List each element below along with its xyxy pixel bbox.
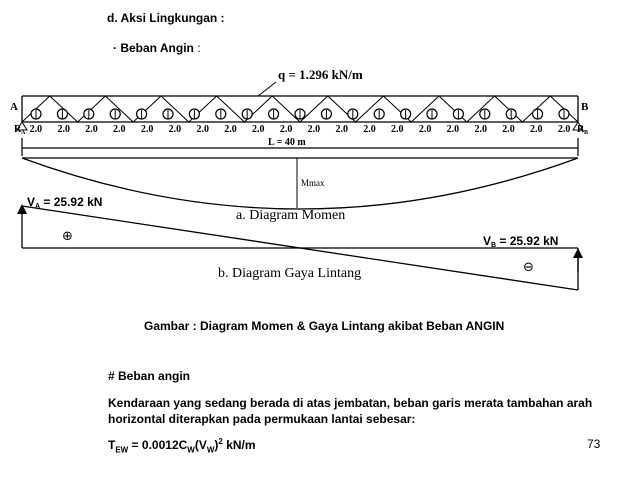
moment-curve bbox=[22, 158, 578, 209]
moment-diagram bbox=[22, 158, 578, 223]
bullet-colon: : bbox=[193, 41, 201, 55]
segment-label: 2.0 bbox=[446, 124, 460, 135]
segment-label: 2.0 bbox=[252, 124, 265, 135]
truss-diagonal bbox=[439, 96, 467, 122]
formula-paren-open: (V bbox=[194, 438, 207, 452]
truss-diagonal bbox=[467, 96, 495, 122]
bullet-text: · Beban Angin bbox=[113, 41, 194, 55]
segment-label: 2.0 bbox=[363, 124, 376, 135]
segment-label: 2.0 bbox=[557, 124, 571, 135]
segment-labels bbox=[30, 124, 571, 135]
segment-label: 2.0 bbox=[57, 124, 70, 135]
paragraph-line-1: Kendaraan yang sedang berada di atas jembatan, beban garis merata tambahan arah bbox=[108, 396, 593, 410]
subheading: # Beban angin bbox=[108, 369, 191, 383]
positive-sign: ⊕ bbox=[62, 229, 73, 244]
reaction-a-label: R bbox=[14, 124, 22, 135]
segment-label: 2.0 bbox=[113, 124, 126, 135]
formula bbox=[108, 437, 256, 454]
load-label-text: q = 1.296 kN/m bbox=[278, 67, 363, 82]
reaction-b-label: R bbox=[577, 124, 585, 135]
segment-label: 2.0 bbox=[196, 124, 209, 135]
formula-mid: = 0.0012C bbox=[128, 438, 188, 452]
segment-label: 2.0 bbox=[224, 124, 237, 135]
load-label bbox=[258, 67, 363, 96]
va-arrow bbox=[17, 204, 27, 214]
figure-caption: Gambar : Diagram Momen & Gaya Lintang akibat Beban ANGIN bbox=[144, 319, 505, 333]
segment-label: 2.0 bbox=[29, 124, 43, 135]
truss-diagonal bbox=[133, 96, 161, 122]
segment-label: 2.0 bbox=[391, 124, 404, 135]
load-wheels bbox=[31, 109, 569, 119]
page-number: 73 bbox=[587, 437, 601, 451]
span-label: L = 40 m bbox=[268, 137, 306, 148]
vb-arrow bbox=[573, 248, 583, 258]
segment-label: 2.0 bbox=[279, 124, 293, 135]
paragraph-line-2: horizontal diterapkan pada permukaan lantai sebesar: bbox=[108, 412, 416, 426]
moment-caption: a. Diagram Momen bbox=[236, 208, 346, 223]
formula-v-sub: W bbox=[206, 445, 215, 455]
span-dimension bbox=[22, 137, 578, 156]
support-b-label: B bbox=[581, 101, 589, 113]
formula-unit: kN/m bbox=[222, 438, 256, 452]
segment-label: 2.0 bbox=[335, 124, 348, 135]
reaction-a-sub: A bbox=[21, 130, 26, 136]
segment-label: 2.0 bbox=[502, 124, 515, 135]
vb-label: VB = 25.92 kN bbox=[483, 234, 559, 249]
formula-t: T bbox=[108, 438, 116, 452]
va-label: VA = 25.92 kN bbox=[27, 195, 103, 210]
formula-c-sub: W bbox=[187, 445, 195, 455]
segment-label: 2.0 bbox=[140, 124, 154, 135]
segment-label: 2.0 bbox=[85, 124, 98, 135]
truss-diagonal bbox=[105, 96, 133, 122]
support-a-label: A bbox=[10, 101, 18, 113]
mmax-label: Mmax bbox=[301, 178, 325, 188]
formula-square: 2 bbox=[218, 437, 223, 446]
segment-label: 2.0 bbox=[418, 124, 432, 135]
segment-label: 2.0 bbox=[474, 124, 487, 135]
segment-label: 2.0 bbox=[530, 124, 543, 135]
negative-sign: ⊖ bbox=[523, 260, 534, 275]
segment-label: 2.0 bbox=[307, 124, 321, 135]
reaction-b-sub: B bbox=[584, 130, 589, 136]
section-heading: d. Aksi Lingkungan : bbox=[107, 11, 225, 25]
formula-t-sub: EW bbox=[115, 445, 129, 455]
formula-paren-close: ) bbox=[214, 438, 219, 452]
segment-label: 2.0 bbox=[168, 124, 182, 135]
shear-caption: b. Diagram Gaya Lintang bbox=[218, 266, 362, 281]
